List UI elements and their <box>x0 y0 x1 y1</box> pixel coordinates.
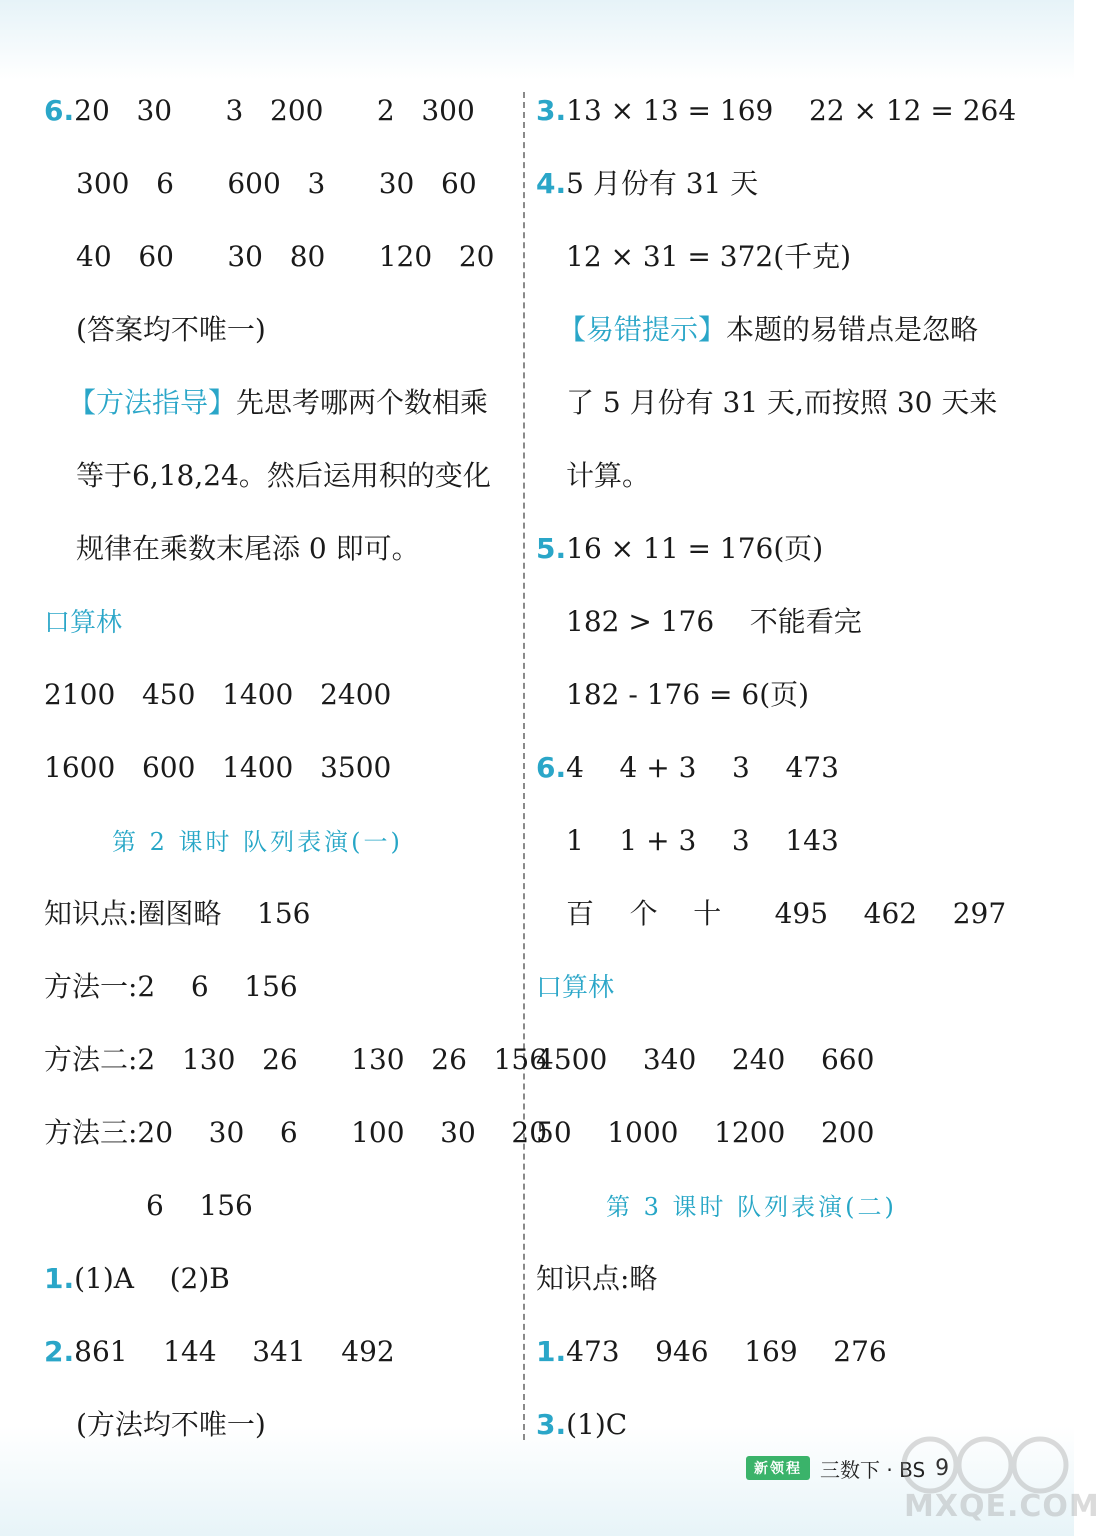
answer-line <box>566 451 650 501</box>
question-number: 6. <box>536 751 567 784</box>
answer-text: 4500 340 240 660 <box>536 1043 875 1076</box>
answer-line <box>44 889 310 939</box>
question-number: 3. <box>536 1408 567 1441</box>
answer-text: 方法二:2 130 26 130 26 156 <box>44 1043 548 1076</box>
answer-text: 5 月份有 31 天 <box>566 167 759 200</box>
answer-text: (1)A (2)B <box>74 1262 230 1295</box>
answer-text: (方法均不唯一) <box>76 1408 266 1441</box>
answer-line <box>566 378 997 428</box>
answer-text: 百 个 十 495 462 297 <box>566 897 1007 930</box>
answer-line <box>44 1035 547 1085</box>
question-number: 3. <box>536 94 567 127</box>
answer-line <box>536 1254 657 1304</box>
lesson-title <box>112 816 403 866</box>
answer-text: 方法一:2 6 156 <box>44 970 298 1003</box>
answer-line <box>44 670 391 720</box>
answer-line <box>566 889 1006 939</box>
question-number: 2. <box>44 1335 75 1368</box>
answer-text: 6 156 <box>146 1189 253 1222</box>
answer-line-numbered <box>536 1327 887 1377</box>
answer-line-numbered <box>44 1254 230 1304</box>
answer-text: 了 5 月份有 31 天,而按照 30 天来 <box>566 386 998 419</box>
answer-line <box>146 1181 253 1231</box>
answer-line-numbered <box>536 86 1016 136</box>
answer-text: 计算。 <box>566 459 651 492</box>
question-number: 5. <box>536 532 567 565</box>
answer-line-numbered <box>536 524 823 574</box>
answer-line <box>76 159 477 209</box>
answer-text: 方法三:20 30 6 100 30 20 <box>44 1116 548 1149</box>
answer-text: 本题的易错点是忽略 <box>726 313 979 346</box>
answer-line <box>76 305 266 355</box>
top-background-band <box>0 0 1074 80</box>
answer-text: (答案均不唯一) <box>76 313 266 346</box>
answer-line-numbered <box>536 1400 627 1450</box>
lesson-title-text: 第 3 课时 队列表演(二) <box>606 1193 897 1221</box>
answer-text: 1 1 + 3 3 143 <box>566 824 839 857</box>
question-number: 4. <box>536 167 567 200</box>
answer-line <box>558 305 978 355</box>
answer-text: 知识点:圈图略 156 <box>44 897 311 930</box>
page-number: 9 <box>935 1455 950 1481</box>
column-divider <box>523 92 525 1440</box>
lesson-title-text: 第 2 课时 队列表演(一) <box>112 828 403 856</box>
answer-line <box>566 816 839 866</box>
answer-text: 50 1000 1200 200 <box>536 1116 875 1149</box>
answer-text: 182 > 176 不能看完 <box>566 605 862 638</box>
answer-line <box>76 1400 266 1450</box>
answer-text: 20 30 3 200 2 300 <box>74 94 475 127</box>
answer-line <box>44 743 391 793</box>
section-heading-text: 口算林 <box>536 973 615 1003</box>
brand-badge: 新领程 <box>746 1456 810 1480</box>
answer-text: 182 - 176 = 6(页) <box>566 678 810 711</box>
answer-line <box>68 378 488 428</box>
answer-line <box>44 962 298 1012</box>
answer-line-numbered <box>536 743 839 793</box>
answer-line <box>76 524 420 574</box>
question-number: 1. <box>536 1335 567 1368</box>
answer-text: 40 60 30 80 120 20 <box>76 240 495 273</box>
tip-label: 【易错提示】 <box>558 313 727 346</box>
answer-line <box>536 1035 874 1085</box>
section-heading <box>536 962 614 1012</box>
answer-line <box>536 1108 874 1158</box>
answer-text: 12 × 31 = 372(千克) <box>566 240 852 273</box>
answer-text: 规律在乘数末尾添 0 即可。 <box>76 532 420 565</box>
question-number: 1. <box>44 1262 75 1295</box>
answer-text: 13 × 13 = 169 22 × 12 = 264 <box>566 94 1017 127</box>
book-code: 三数下 · BS <box>820 1457 926 1482</box>
answer-text: 1600 600 1400 3500 <box>44 751 392 784</box>
answer-line <box>566 597 862 647</box>
section-heading <box>44 597 122 647</box>
answer-line-numbered <box>44 1327 395 1377</box>
answer-text: 先思考哪两个数相乘 <box>236 386 489 419</box>
answer-line <box>76 451 491 501</box>
question-number: 6. <box>44 94 75 127</box>
answer-text: 知识点:略 <box>536 1262 658 1295</box>
answer-text: 4 4 + 3 3 473 <box>566 751 839 784</box>
answer-text: 473 946 169 276 <box>566 1335 887 1368</box>
answer-line-numbered <box>44 86 475 136</box>
lesson-title <box>606 1181 897 1231</box>
answer-line-numbered <box>536 159 758 209</box>
answer-text: 等于6,18,24。然后运用积的变化 <box>76 459 491 492</box>
section-heading-text: 口算林 <box>44 608 123 638</box>
answer-line <box>566 670 809 720</box>
answer-text: 16 × 11 = 176(页) <box>566 532 824 565</box>
answer-text: 300 6 600 3 30 60 <box>76 167 477 200</box>
answer-text: 861 144 341 492 <box>74 1335 395 1368</box>
answer-line <box>566 232 851 282</box>
watermark-text: MXQE.COM <box>904 1489 1100 1524</box>
watermark-logo <box>900 1430 1100 1530</box>
answer-line <box>76 232 495 282</box>
answer-text: 2100 450 1400 2400 <box>44 678 392 711</box>
tip-label: 【方法指导】 <box>68 386 237 419</box>
answer-text: (1)C <box>566 1408 628 1441</box>
answer-line <box>44 1108 547 1158</box>
